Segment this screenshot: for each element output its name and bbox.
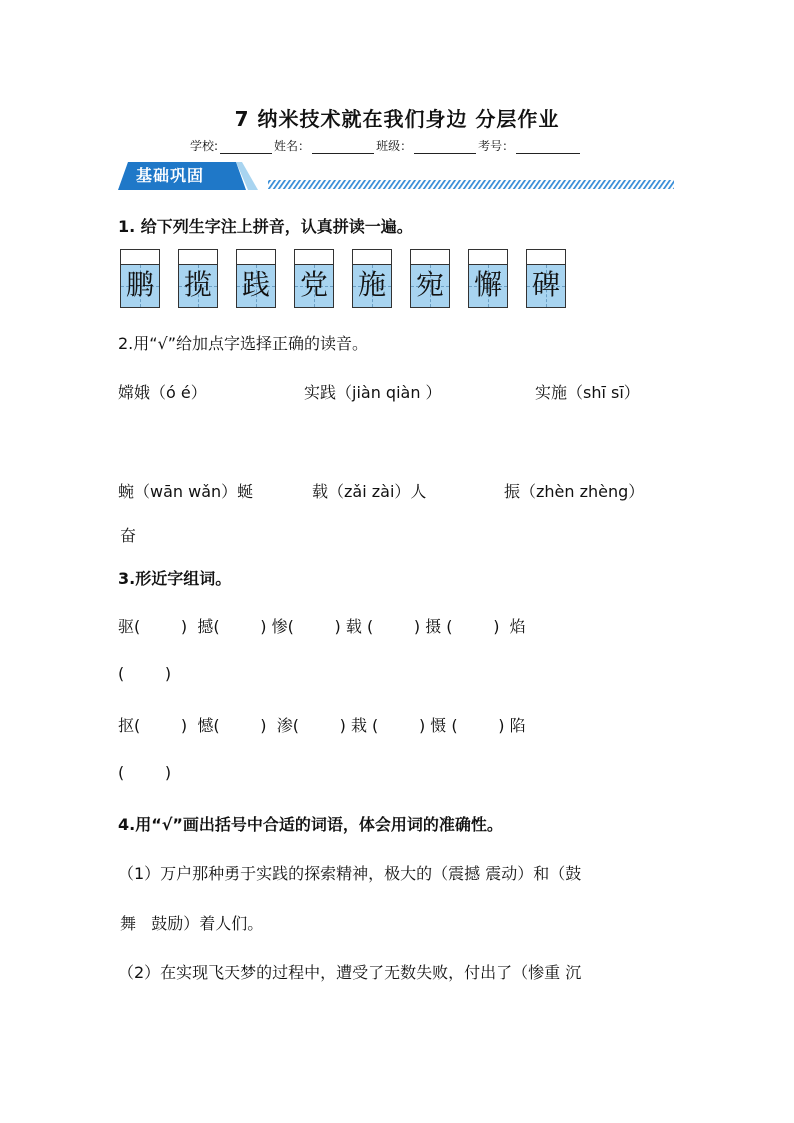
char-box[interactable] — [352, 249, 392, 307]
char-box-character: 宛 — [415, 268, 444, 301]
question-3-prompt: 3.形近字组词。 — [118, 569, 232, 588]
pinyin-choice-wrap: 奋 — [120, 526, 137, 545]
char-box[interactable] — [294, 249, 334, 307]
section-banner-label: 基础巩固 — [136, 166, 205, 185]
pinyin-choice-item[interactable]: 实施（shī sī） — [535, 383, 640, 402]
question-2-prompt: 2.用“√”给加点字选择正确的读音。 — [118, 334, 369, 353]
char-box-character: 碑 — [531, 268, 560, 301]
question-1-prompt: 1. 给下列生字注上拼音，认真拼读一遍。 — [118, 217, 413, 236]
char-box[interactable] — [178, 249, 218, 307]
question-4-item-1[interactable]: （1）万户那种勇于实践的探索精神，极大的（震撼 震动）和（鼓 — [118, 864, 582, 883]
question-4-item-2[interactable]: （2）在实现飞天梦的过程中，遭受了无数失败，付出了（惨重 沉 — [118, 963, 582, 982]
char-box-character: 践 — [241, 268, 270, 301]
word-group-line-wrap[interactable]: ( ) — [118, 664, 172, 683]
char-box[interactable] — [120, 249, 160, 307]
char-box-character: 揽 — [183, 268, 212, 301]
class-blank[interactable] — [414, 141, 476, 154]
pinyin-choice-item[interactable]: 载（zǎi zài）人 — [312, 482, 427, 501]
name-label: 姓名： — [274, 139, 311, 153]
exam-number-label: 考号： — [478, 139, 515, 153]
class-label: 班级： — [376, 139, 413, 153]
word-group-line[interactable]: 抠( ) 憾( ) 渗( ) 栽 ( ) 慑 ( ) 陷 — [118, 716, 526, 735]
char-box-character: 懈 — [473, 268, 502, 301]
pinyin-choice-item[interactable]: 振（zhèn zhèng） — [504, 482, 645, 501]
word-group-line-wrap[interactable]: ( ) — [118, 763, 172, 782]
char-box-character: 党 — [299, 268, 328, 301]
pinyin-choice-item[interactable]: 蜿（wān wǎn）蜒 — [118, 482, 254, 501]
school-label: 学校: — [190, 139, 219, 153]
char-box[interactable] — [526, 249, 566, 307]
char-box-character: 鹏 — [125, 268, 154, 301]
question-4-item-1-continued[interactable]: 舞 鼓励）着人们。 — [120, 914, 264, 933]
word-group-line[interactable]: 驱( ) 撼( ) 惨( ) 载 ( ) 摄 ( ) 焰 — [118, 617, 526, 636]
section-banner — [118, 160, 678, 192]
exam-number-blank[interactable] — [516, 141, 580, 154]
school-blank[interactable] — [220, 141, 272, 154]
char-box-character: 施 — [357, 268, 386, 301]
student-info-line — [190, 137, 582, 154]
question-4-prompt: 4.用“√”画出括号中合适的词语，体会用词的准确性。 — [118, 815, 503, 834]
pinyin-choice-item[interactable]: 嫦娥（ó é） — [118, 383, 207, 402]
char-box[interactable] — [236, 249, 276, 307]
page-title: 7 纳米技术就在我们身边 分层作业 — [234, 107, 560, 131]
char-box[interactable] — [410, 249, 450, 307]
char-box[interactable] — [468, 249, 508, 307]
pinyin-choice-item[interactable]: 实践（jiàn qiàn ） — [304, 383, 442, 402]
name-blank[interactable] — [312, 141, 374, 154]
